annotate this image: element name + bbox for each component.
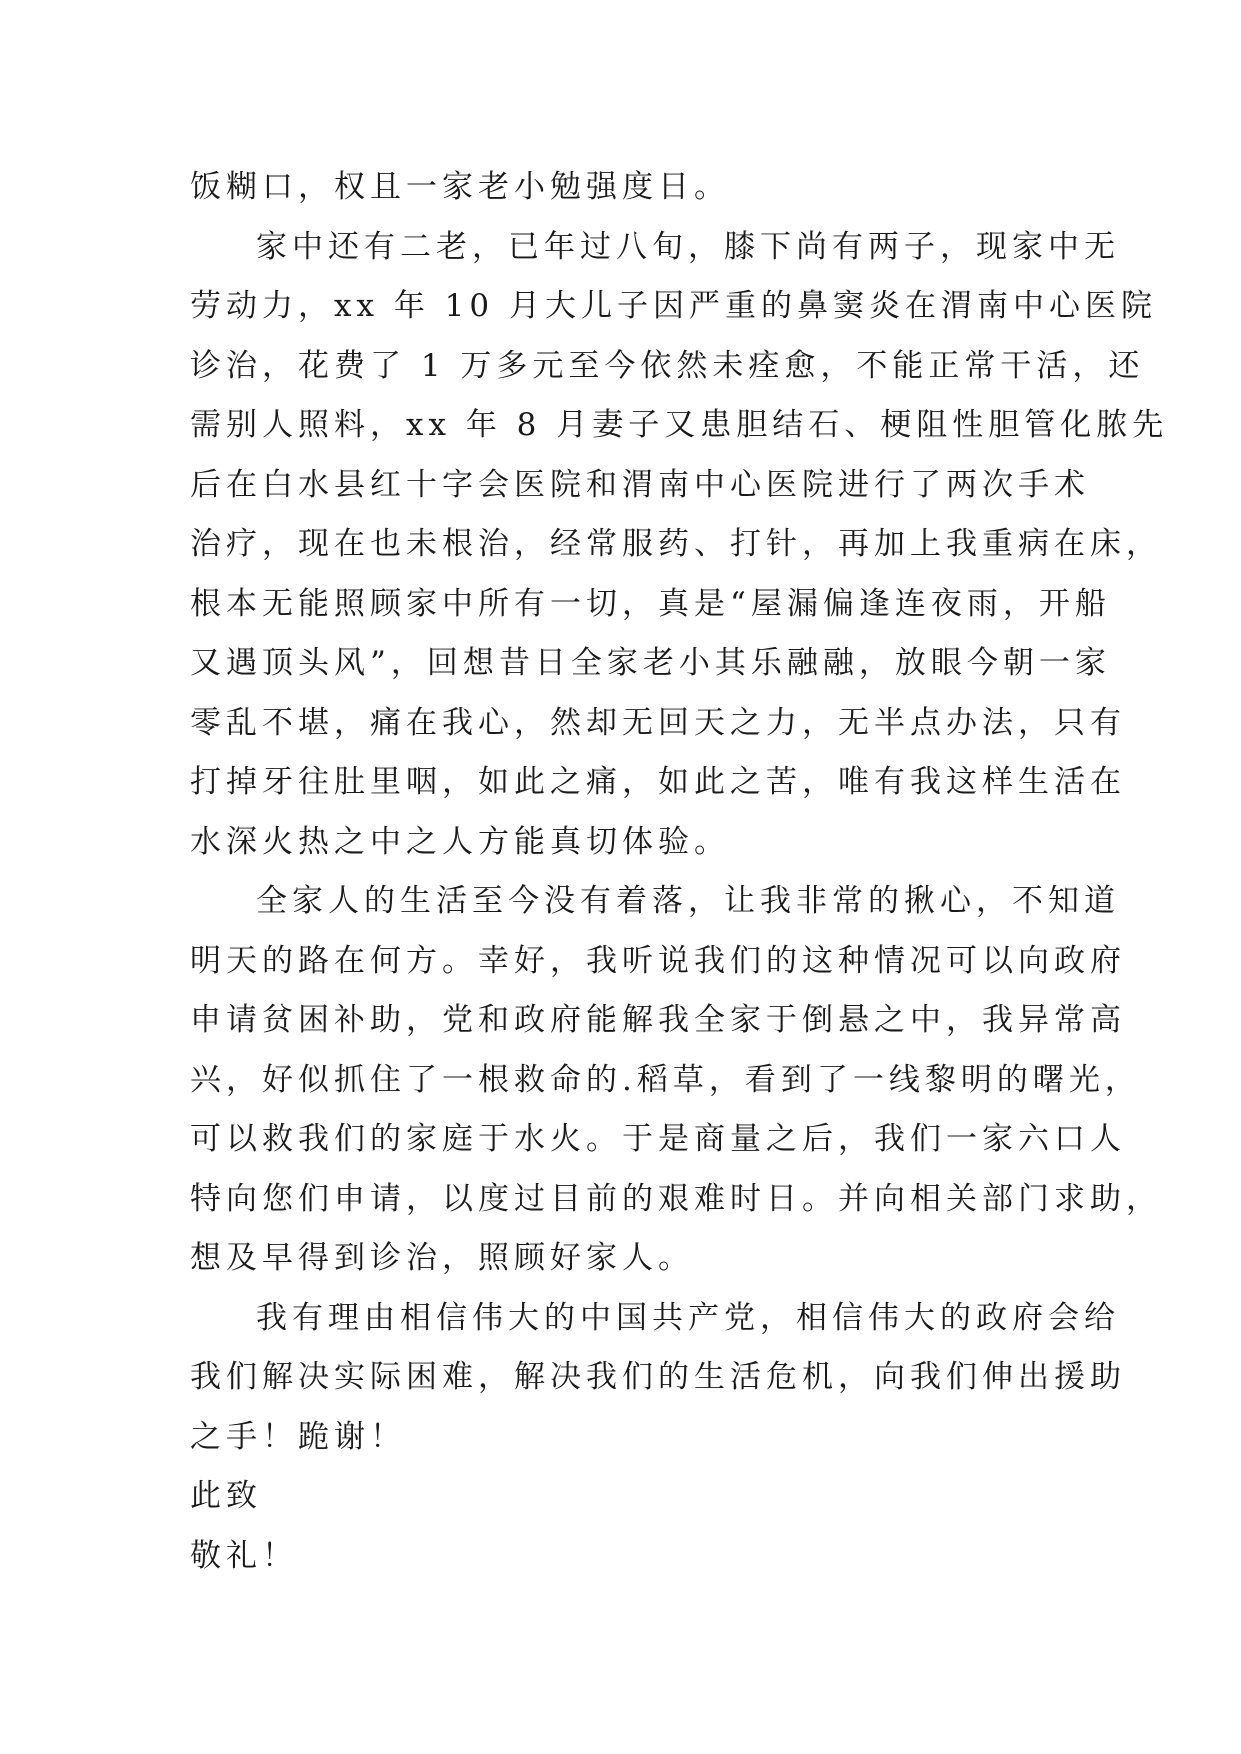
letter-body [190, 158, 1169, 1586]
text-line: 打掉牙往肚里咽，如此之痛，如此之苦，唯有我这样生活在 [190, 764, 1126, 800]
text-line: 明天的路在何方。幸好，我听说我们的这种情况可以向政府 [190, 942, 1126, 979]
text-line: 想及早得到诊治，照顾好家人。 [190, 1240, 694, 1276]
text-line: 可以救我们的家庭于水火。于是商量之后，我们一家六口人 [190, 1121, 1126, 1157]
text-line: 兴，好似抓住了一根救命的.稻草，看到了一线黎明的曙光， [190, 1061, 1141, 1098]
text-line-paragraph-start: 家中还有二老，已年过八旬，膝下尚有两子，现家中无 [256, 228, 1120, 265]
text-line: 根本无能照顾家中所有一切，真是“屋漏偏逢连夜雨，开船 [190, 585, 1111, 622]
text-line: 饭糊口，权且一家老小勉强度日。 [190, 169, 730, 205]
text-line: 后在白水县红十字会医院和渭南中心医院进行了两次手术 [190, 466, 1090, 503]
text-line: 水深火热之中之人方能真切体验。 [190, 823, 730, 860]
salutation-jing-li: 敬礼！ [190, 1537, 298, 1574]
text-line: 之手！跪谢！ [190, 1418, 406, 1455]
text-line-paragraph-start: 我有理由相信伟大的中国共产党，相信伟大的政府会给 [256, 1299, 1120, 1336]
text-line-paragraph-start: 全家人的生活至今没有着落，让我非常的揪心，不知道 [256, 883, 1120, 919]
text-line: 申请贫困补助，党和政府能解我全家于倒悬之中，我异常高 [190, 1002, 1126, 1038]
salutation-ci-zhi: 此致 [190, 1478, 262, 1514]
text-line: 诊治，花费了 1 万多元至今依然未痊愈，不能正常干活，还 [190, 347, 1145, 384]
text-line: 劳动力，xx 年 10 月大儿子因严重的鼻窦炎在渭南中心医院 [190, 288, 1157, 324]
text-line: 治疗，现在也未根治，经常服药、打针，再加上我重病在床， [190, 526, 1162, 562]
text-line: 零乱不堪，痛在我心，然却无回天之力，无半点办法，只有 [190, 704, 1126, 741]
text-line: 又遇顶头风”，回想昔日全家老小其乐融融，放眼今朝一家 [190, 645, 1111, 681]
text-line: 我们解决实际困难，解决我们的生活危机，向我们伸出援助 [190, 1359, 1126, 1395]
text-line: 特向您们申请，以度过目前的艰难时日。并向相关部门求助， [190, 1180, 1162, 1217]
text-line: 需别人照料，xx 年 8 月妻子又患胆结石、梗阻性胆管化脓先 [190, 407, 1169, 443]
